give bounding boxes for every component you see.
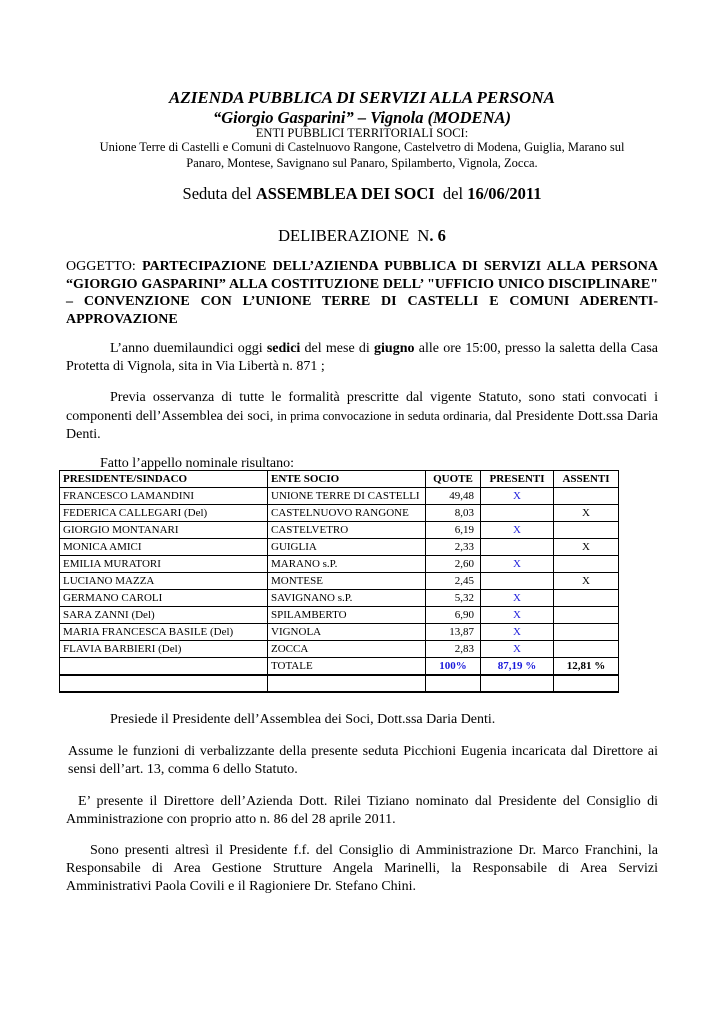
cell-assente: X <box>554 539 619 556</box>
cell-assente <box>554 556 619 573</box>
cell-quote: 6,90 <box>426 607 481 624</box>
header-title: AZIENDA PUBBLICA DI SERVIZI ALLA PERSONA <box>169 88 555 107</box>
paragraph-presenti: Sono presenti altresì il Presidente f.f. del Consiglio di Amministrazione Dr. Marco Franchini, la Responsabile di Area Gestione Strutture Angela Marinelli, la Responsabile di Area Servizi Amministrativi Paola Covili e il Ragioniere Dr. Stefano Chini. <box>66 843 658 894</box>
cell-quote: 8,03 <box>426 505 481 522</box>
table-empty-row <box>60 675 619 692</box>
cell-presente: X <box>481 607 554 624</box>
seduta-line <box>40 184 684 204</box>
p1-day: sedici <box>266 341 301 356</box>
deliberazione-number: . 6 <box>429 226 446 245</box>
cell-presente: X <box>481 488 554 505</box>
cell-presente <box>481 573 554 590</box>
seduta-mid: del <box>434 184 468 203</box>
cell-assente: X <box>554 573 619 590</box>
cell-name: MONICA AMICI <box>60 539 268 556</box>
cell-ente: GUIGLIA <box>268 539 426 556</box>
p2-text-c: dal Presidente Dott.ssa Daria Denti. <box>66 409 658 442</box>
cell-presente: X <box>481 522 554 539</box>
p1-text-a: L’anno duemilaundici oggi <box>110 341 267 356</box>
oggetto-label: OGGETTO: <box>66 259 143 274</box>
cell-assente <box>554 641 619 658</box>
cell-empty <box>426 675 481 692</box>
table-row <box>60 590 619 607</box>
cell-quote: 6,19 <box>426 522 481 539</box>
cell-empty <box>268 675 426 692</box>
paragraph-direttore: E’ presente il Direttore dell’Azienda Dott. Rilei Tiziano nominato dal Presidente del Consiglio di Amministrazione con proprio atto n. 86 del 28 aprile 2011. <box>66 794 658 827</box>
cell-presente: X <box>481 624 554 641</box>
cell-name: MARIA FRANCESCA BASILE (Del) <box>60 624 268 641</box>
header-members: Unione Terre di Castelli e Comuni di Castelnuovo Rangone, Castelvetro di Modena, Guiglia, Marano sul Panaro, Montese, Savignano sul Panaro, Spilamberto, Vignola, Zocca. <box>99 140 625 170</box>
header-ente: ENTE SOCIO <box>268 471 426 488</box>
cell-name: FRANCESCO LAMANDINI <box>60 488 268 505</box>
table-row <box>60 641 619 658</box>
cell-empty <box>481 675 554 692</box>
cell-empty <box>554 675 619 692</box>
seduta-body: ASSEMBLEA DEI SOCI <box>255 184 435 203</box>
p1-text-c: del mese di <box>300 341 375 356</box>
header-presenti: PRESENTI <box>481 471 554 488</box>
cell-ente: MONTESE <box>268 573 426 590</box>
cell-assente <box>554 590 619 607</box>
header-assenti: ASSENTI <box>554 471 619 488</box>
cell-presente: X <box>481 590 554 607</box>
cell-name: SARA ZANNI (Del) <box>60 607 268 624</box>
cell-quote: 2,83 <box>426 641 481 658</box>
table-row <box>60 607 619 624</box>
oggetto <box>66 258 658 328</box>
cell-ente: SAVIGNANO s.P. <box>268 590 426 607</box>
table-row <box>60 522 619 539</box>
cell-name: GIORGIO MONTANARI <box>60 522 268 539</box>
cell-quote: 13,87 <box>426 624 481 641</box>
cell-total-quote: 100% <box>426 658 481 676</box>
cell-assente <box>554 607 619 624</box>
cell-ente: SPILAMBERTO <box>268 607 426 624</box>
seduta-date: 16/06/2011 <box>467 184 542 203</box>
cell-total-presenti: 87,19 % <box>481 658 554 676</box>
cell-quote: 2,33 <box>426 539 481 556</box>
paragraph-verbalizzante: Assume le funzioni di verbalizzante della presente seduta Picchioni Eugenia incaricata dal Direttore ai sensi dell’art. 13, comma 6 dello Statuto. <box>68 744 658 777</box>
cell-total-assenti: 12,81 % <box>554 658 619 676</box>
header-subtitle: “Giorgio Gasparini” – Vignola (MODENA) <box>213 108 511 127</box>
paragraph-anno <box>66 340 658 376</box>
cell-name: EMILIA MURATORI <box>60 556 268 573</box>
oggetto-text: PARTECIPAZIONE DELL’AZIENDA PUBBLICA DI SERVIZI ALLA PERSONA “GIORGIO GASPARINI” ALLA COSTITUZIONE DELL’ "UFFICIO UNICO DISCIPLINARE" – CONVENZIONE CON L’UNIONE TERRE DI CASTELLI E COMUNI ADERENTI- APPROVAZIONE <box>66 259 659 327</box>
table-row <box>60 539 619 556</box>
cell-ente: CASTELNUOVO RANGONE <box>268 505 426 522</box>
cell-empty <box>60 675 268 692</box>
p1-month: giugno <box>374 341 415 356</box>
table-row <box>60 488 619 505</box>
cell-quote: 49,48 <box>426 488 481 505</box>
cell-presente: X <box>481 556 554 573</box>
cell-total-label: TOTALE <box>268 658 426 676</box>
appello-line: Fatto l’appello nominale risultano: <box>100 456 295 471</box>
cell-presente <box>481 505 554 522</box>
p2-text-b: in prima convocazione in seduta ordinaria, <box>277 409 492 423</box>
cell-ente: CASTELVETRO <box>268 522 426 539</box>
cell-assente <box>554 624 619 641</box>
deliberazione-label: DELIBERAZIONE N <box>278 226 430 245</box>
cell-quote: 2,60 <box>426 556 481 573</box>
cell-quote: 5,32 <box>426 590 481 607</box>
cell-ente: VIGNOLA <box>268 624 426 641</box>
seduta-prefix: Seduta del <box>182 184 256 203</box>
cell-name: GERMANO CAROLI <box>60 590 268 607</box>
paragraph-presiede: Presiede il Presidente dell’Assemblea dei Soci, Dott.ssa Daria Denti. <box>110 712 496 727</box>
cell-quote: 2,45 <box>426 573 481 590</box>
header-enti: ENTI PUBBLICI TERRITORIALI SOCI: <box>255 126 469 140</box>
cell-name: FEDERICA CALLEGARI (Del) <box>60 505 268 522</box>
cell-ente: MARANO s.P. <box>268 556 426 573</box>
table-row <box>60 556 619 573</box>
p1-text-e: alle ore 15:00, presso la saletta della Casa Protetta di Vignola, sita in Via Libertà n. 871 ; <box>66 341 658 374</box>
cell-assente <box>554 488 619 505</box>
cell-ente: UNIONE TERRE DI CASTELLI <box>268 488 426 505</box>
table-header-row <box>60 471 619 488</box>
table-row <box>60 505 619 522</box>
cell-ente: ZOCCA <box>268 641 426 658</box>
p2-text-a: Previa osservanza di tutte le formalità prescritte dal vigente Statuto, sono stati convocati i componenti dell’Assemblea dei soci, <box>66 390 658 424</box>
cell-presente: X <box>481 641 554 658</box>
paragraph-previa <box>66 389 658 444</box>
table-row <box>60 573 619 590</box>
cell-name: FLAVIA BARBIERI (Del) <box>60 641 268 658</box>
cell-assente <box>554 522 619 539</box>
table-row <box>60 624 619 641</box>
header-quote: QUOTE <box>426 471 481 488</box>
table-total-row <box>60 658 619 676</box>
deliberazione-line <box>40 226 684 246</box>
cell-empty <box>60 658 268 676</box>
cell-name: LUCIANO MAZZA <box>60 573 268 590</box>
attendance-table <box>59 470 619 693</box>
cell-assente: X <box>554 505 619 522</box>
cell-presente <box>481 539 554 556</box>
header-presidente: PRESIDENTE/SINDACO <box>60 471 268 488</box>
